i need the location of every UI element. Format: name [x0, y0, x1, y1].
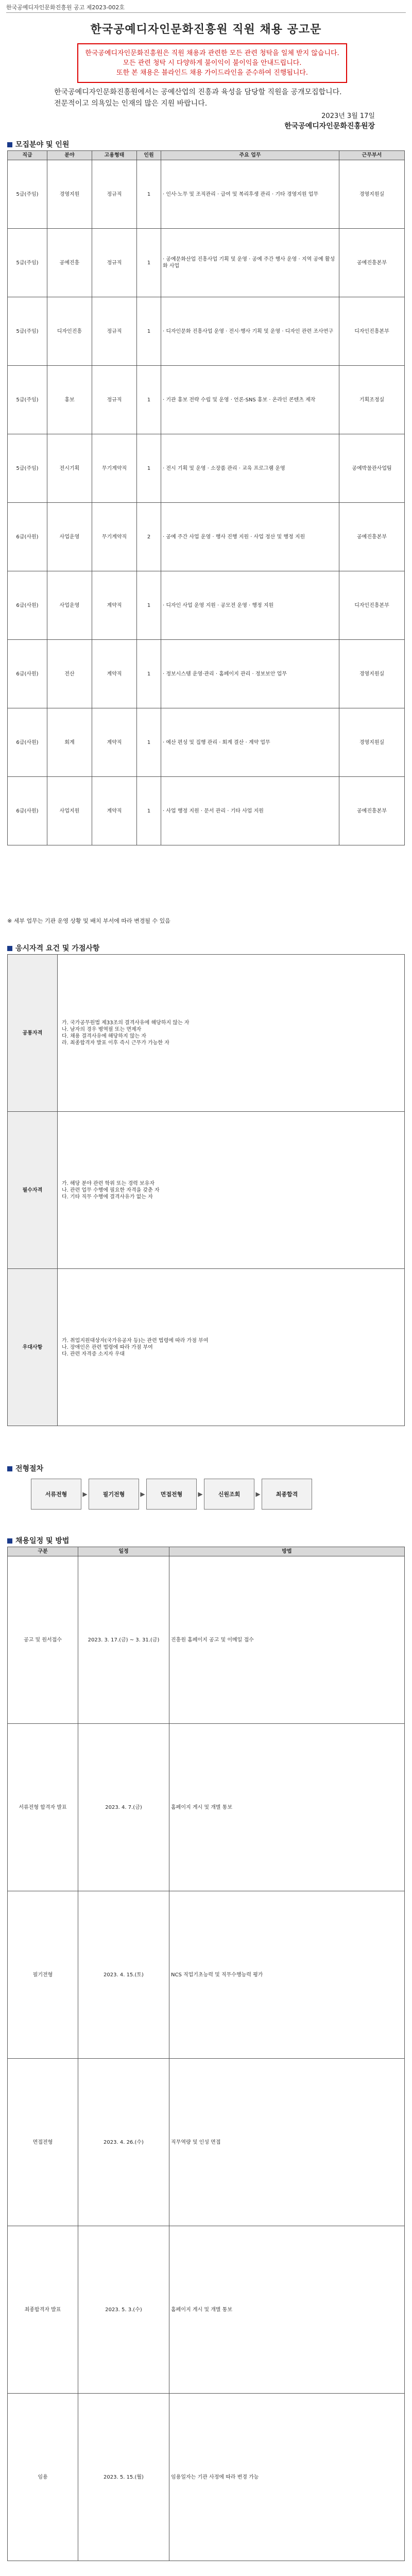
list-item: 나. 관련 업무 수행에 필요한 자격을 갖춘 자 [62, 1187, 160, 1193]
table-cell: 계약직 [92, 777, 137, 845]
table-cell: 사업운영 [47, 571, 92, 640]
table-cell: 계약직 [92, 571, 137, 640]
notice-line: 또한 본 채용은 블라인드 채용 가이드라인을 준수하여 진행됩니다. [116, 69, 308, 77]
table-row [8, 777, 405, 845]
table-cell: 회계 [47, 708, 92, 777]
table-cell: 1 [137, 366, 161, 434]
header-cell: 일정 [78, 1547, 169, 1556]
table-cell: · 사업 행정 지원 · 문서 관리 · 기타 사업 지원 [161, 777, 339, 845]
table-cell: 1 [137, 229, 161, 297]
table-row [8, 503, 405, 571]
table-cell: · 디자인문화 진흥사업 운영 · 전시·행사 기획 및 운영 · 디자인 관련 조사연구 [161, 297, 339, 366]
table-row [8, 2059, 405, 2226]
organization-name: 한국공예디자인문화진흥원장 [284, 122, 375, 130]
page-title: 한국공예디자인문화진흥원 직원 채용 공고문 [90, 23, 322, 36]
prefer-list [62, 1337, 400, 1358]
table-cell: 홈페이지 게시 및 개별 통보 [169, 2226, 405, 2394]
intro-text: 한국공예디자인문화진흥원에서는 공예산업의 진흥과 육성을 담당할 직원을 공개모집합니다. 전문적이고 의욕있는 인재의 많은 지원 바랍니다. [54, 88, 342, 108]
process-flow [31, 1479, 312, 1510]
list-item: 나. 남자의 경우 병역필 또는 면제자 [62, 1027, 142, 1032]
table-row [8, 2226, 405, 2394]
table-cell: NCS 직업기초능력 및 직무수행능력 평가 [169, 1891, 405, 2059]
header-divider [6, 12, 406, 13]
table-cell: 2023. 5. 3.(수) [78, 2226, 169, 2394]
table-cell: 임용 [8, 2394, 78, 2561]
table-cell: 무기계약직 [92, 434, 137, 503]
table-cell: 2 [137, 503, 161, 571]
list-item: 다. 관련 자격증 소지자 우대 [62, 1351, 125, 1357]
table-cell: 5급(주임) [8, 160, 47, 229]
table-header-row [8, 1547, 405, 1556]
table-cell: 공예진흥본부 [339, 777, 405, 845]
table-cell: · 기관 홍보 전략 수립 및 운영 · 언론·SNS 홍보 · 온라인 콘텐츠 제작 [161, 366, 339, 434]
table-row [8, 229, 405, 297]
process-step: 면접전형 [146, 1479, 197, 1510]
table-cell: 1 [137, 640, 161, 708]
table-cell: 사업운영 [47, 503, 92, 571]
schedule-table [7, 1547, 405, 2561]
table-cell: 정규직 [92, 160, 137, 229]
announcement-date: 2023년 3월 17일 [321, 112, 375, 120]
list-item: 라. 최종합격자 발표 이후 즉시 근무가 가능한 자 [62, 1040, 169, 1046]
notice-line: 한국공예디자인문화진흥원은 직원 채용과 관련한 모든 관련 청탁을 일체 받지 않습니다. [85, 49, 339, 57]
section-bullet-icon [7, 142, 12, 147]
table-cell: 1 [137, 777, 161, 845]
process-step: 신원조회 [204, 1479, 254, 1510]
arrow-right-icon: ▶ [140, 1490, 145, 1498]
table-cell: 2023. 3. 17.(금) ~ 3. 31.(금) [78, 1556, 169, 1724]
table-cell: · 예산 편성 및 집행 관리 · 회계 결산 · 계약 업무 [161, 708, 339, 777]
table-cell: 경영지원실 [339, 708, 405, 777]
table-cell: · 전시 기획 및 운영 · 소장품 관리 · 교육 프로그램 운영 [161, 434, 339, 503]
table-cell: 면접전형 [8, 2059, 78, 2226]
arrow-right-icon: ▶ [82, 1490, 88, 1498]
header-cell: 주요 업무 [161, 151, 339, 160]
table-cell: 무기계약직 [92, 503, 137, 571]
table-cell: 공예진흥 [47, 229, 92, 297]
table-cell: 전시기획 [47, 434, 92, 503]
table-cell: · 공예 주간 사업 운영 · 행사 진행 지원 · 사업 정산 및 행정 지원 [161, 503, 339, 571]
section-bullet-icon [7, 946, 12, 951]
table-cell: 1 [137, 708, 161, 777]
table-row [8, 366, 405, 434]
table-cell: 2023. 4. 26.(수) [78, 2059, 169, 2226]
list-item: 다. 기타 직무 수행에 결격사유가 없는 자 [62, 1194, 153, 1200]
table-cell: 2023. 4. 7.(금) [78, 1724, 169, 1891]
table-cell: 공예진흥본부 [339, 229, 405, 297]
positions-table [7, 150, 405, 845]
table-cell: 경영지원실 [339, 640, 405, 708]
section-bullet-icon [7, 1466, 12, 1471]
table-cell: 2023. 5. 15.(월) [78, 2394, 169, 2561]
table-row [8, 955, 405, 1112]
table-row [8, 640, 405, 708]
table-cell: 1 [137, 571, 161, 640]
table-cell: 6급(사원) [8, 503, 47, 571]
table-cell: 6급(사원) [8, 708, 47, 777]
list-item: 가. 해당 분야 관련 학위 또는 경력 보유자 [62, 1180, 154, 1187]
table-row [8, 571, 405, 640]
section-title-process: 전형절차 [7, 1463, 43, 1473]
required-list [62, 1180, 400, 1200]
table-cell: 공예진흥본부 [339, 503, 405, 571]
row-label: 필수자격 [8, 1112, 58, 1269]
table-cell: 필기전형 [8, 1891, 78, 2059]
table-row [8, 434, 405, 503]
table-row [8, 1724, 405, 1891]
header-cell: 직급 [8, 151, 47, 160]
list-item: 가. 취업지원대상자(국가유공자 등)는 관련 법령에 따라 가점 부여 [62, 1337, 209, 1344]
header-cell: 근무부서 [339, 151, 405, 160]
process-step: 필기전형 [89, 1479, 139, 1510]
table-cell: 직무역량 및 인성 면접 [169, 2059, 405, 2226]
section-title-schedule: 채용일정 및 방법 [7, 1535, 69, 1546]
table-row [8, 297, 405, 366]
header-cell: 구분 [8, 1547, 78, 1556]
table-cell: 6급(사원) [8, 640, 47, 708]
section-bullet-icon [7, 1538, 12, 1544]
table-row [8, 2394, 405, 2561]
table-cell: 정규직 [92, 229, 137, 297]
table-cell: 공고 및 원서접수 [8, 1556, 78, 1724]
table-cell: 임용일자는 기관 사정에 따라 변경 가능 [169, 2394, 405, 2561]
arrow-right-icon: ▶ [255, 1490, 261, 1498]
table-cell: · 인사·노무 및 조직관리 · 급여 및 복리후생 관리 · 기타 경영지원 업무 [161, 160, 339, 229]
table-cell: 5급(주임) [8, 366, 47, 434]
table-row [8, 160, 405, 229]
table-row [8, 708, 405, 777]
common-list [62, 1020, 400, 1046]
qualifications-table [7, 954, 405, 1426]
table-cell: 홍보 [47, 366, 92, 434]
table-cell: 정규직 [92, 366, 137, 434]
table-cell: 6급(사원) [8, 777, 47, 845]
table-cell: 최종합격자 발표 [8, 2226, 78, 2394]
table-cell: 서류전형 합격자 발표 [8, 1724, 78, 1891]
arrow-right-icon: ▶ [198, 1490, 203, 1498]
table-cell: 홈페이지 게시 및 개별 통보 [169, 1724, 405, 1891]
table-cell: 5급(주임) [8, 297, 47, 366]
table-cell: 진흥원 홈페이지 공고 및 이메일 접수 [169, 1556, 405, 1724]
table-row [8, 1891, 405, 2059]
table-cell: 전산 [47, 640, 92, 708]
table-cell: 6급(사원) [8, 571, 47, 640]
row-label: 공통자격 [8, 955, 58, 1112]
positions-footnote: ※ 세부 업무는 기관 운영 상황 및 배치 부서에 따라 변경될 수 있음 [7, 918, 170, 924]
table-cell: 사업지원 [47, 777, 92, 845]
document-number: 한국공예디자인문화진흥원 공고 제2023-002호 [6, 4, 125, 11]
table-cell: · 정보시스템 운영·관리 · 홈페이지 관리 · 정보보안 업무 [161, 640, 339, 708]
list-item: 다. 채용 결격사유에 해당하지 않는 자 [62, 1033, 146, 1039]
table-cell: 1 [137, 434, 161, 503]
table-row [8, 1112, 405, 1269]
table-cell: 계약직 [92, 708, 137, 777]
section-title-positions: 모집분야 및 인원 [7, 139, 69, 149]
process-step: 최종합격 [262, 1479, 312, 1510]
table-cell: 5급(주임) [8, 434, 47, 503]
header-cell: 고용형태 [92, 151, 137, 160]
header-cell: 방법 [169, 1547, 405, 1556]
table-cell: 1 [137, 160, 161, 229]
table-cell: 경영지원실 [339, 160, 405, 229]
table-cell: 정규직 [92, 297, 137, 366]
table-row [8, 1556, 405, 1724]
table-row [8, 1269, 405, 1426]
table-cell: 2023. 4. 15.(토) [78, 1891, 169, 2059]
section-title-qualifications: 응시자격 요건 및 가점사항 [7, 943, 99, 953]
table-header-row [8, 151, 405, 160]
table-cell: 디자인진흥 [47, 297, 92, 366]
notice-box [77, 43, 347, 83]
process-step: 서류전형 [31, 1479, 81, 1510]
list-item: 나. 장애인은 관련 법령에 따라 가점 부여 [62, 1344, 153, 1350]
header-cell: 인원 [137, 151, 161, 160]
table-cell: 1 [137, 297, 161, 366]
table-cell: 5급(주임) [8, 229, 47, 297]
table-cell: · 디자인 사업 운영 지원 · 공모전 운영 · 행정 지원 [161, 571, 339, 640]
row-label: 우대사항 [8, 1269, 58, 1426]
notice-line: 모든 관련 청탁 시 다양하게 불이익이 불이익을 안내드립니다. [123, 59, 302, 67]
table-cell: 공예박물관사업팀 [339, 434, 405, 503]
table-cell: 기획조정실 [339, 366, 405, 434]
table-cell: 디자인진흥본부 [339, 571, 405, 640]
table-cell: 디자인진흥본부 [339, 297, 405, 366]
header-cell: 분야 [47, 151, 92, 160]
table-cell: · 공예문화산업 진흥사업 기획 및 운영 · 공예 주간 행사 운영 · 지역 공예 활성화 사업 [161, 229, 339, 297]
table-cell: 경영지원 [47, 160, 92, 229]
list-item: 가. 국가공무원법 제33조의 결격사유에 해당하지 않는 자 [62, 1020, 190, 1026]
table-cell: 계약직 [92, 640, 137, 708]
